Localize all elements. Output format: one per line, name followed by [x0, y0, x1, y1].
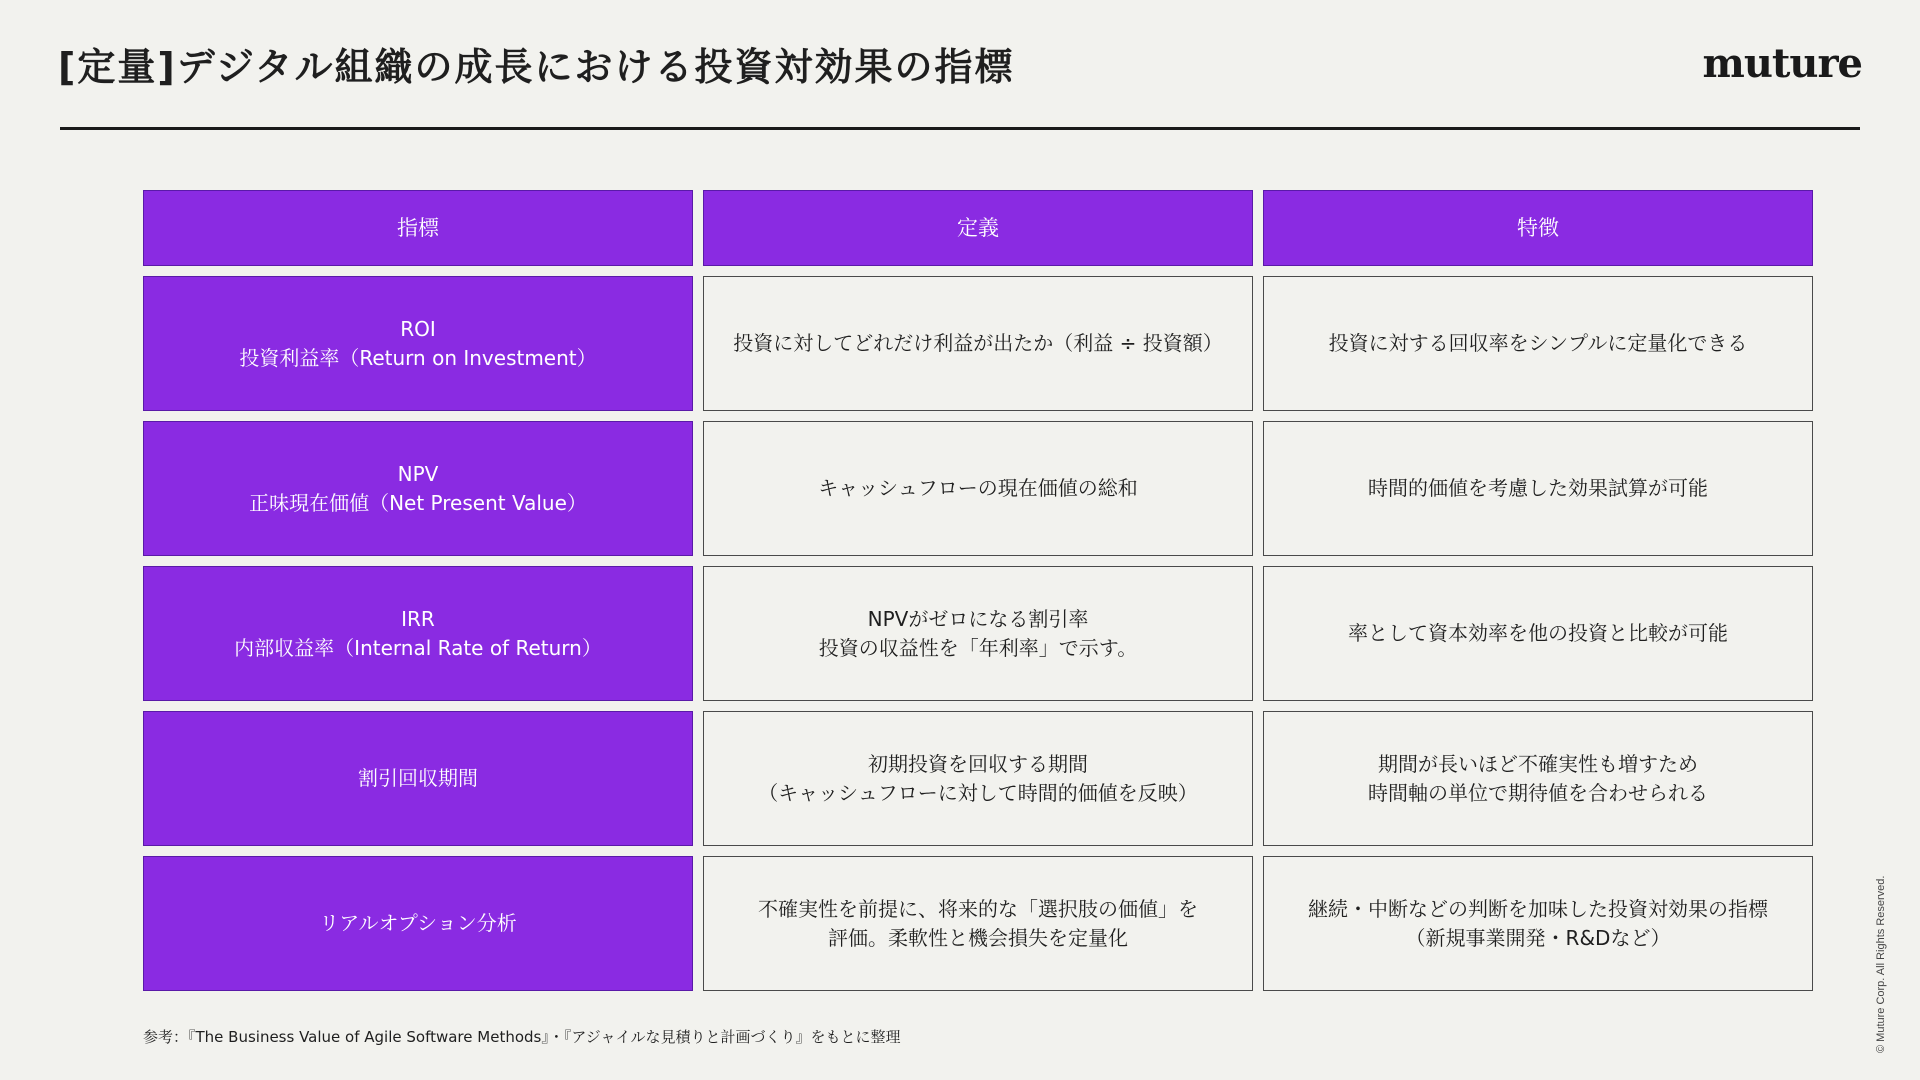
- header-indicator: 指標: [143, 190, 693, 266]
- indicator-abbrev: ROI: [400, 316, 436, 341]
- indicator-fullname: 正味現在価値（Net Present Value）: [249, 490, 587, 515]
- title-divider: [60, 127, 1860, 130]
- feature-cell-discounted-payback: [1263, 711, 1813, 846]
- definition-cell-roi: [703, 276, 1253, 411]
- feature-text-line1: 継続・中断などの判断を加味した投資対効果の指標: [1308, 896, 1768, 921]
- indicator-fullname: 投資利益率（Return on Investment）: [239, 345, 597, 370]
- definition-text-line1: NPVがゼロになる割引率: [867, 606, 1089, 631]
- definition-cell-npv: [703, 421, 1253, 556]
- feature-text: 時間的価値を考慮した効果試算が可能: [1368, 476, 1708, 500]
- feature-cell-real-option: [1263, 856, 1813, 991]
- definition-cell-discounted-payback: [703, 711, 1253, 846]
- definition-text-line1: 初期投資を回収する期間: [867, 751, 1088, 776]
- muture-logo: muture: [1702, 40, 1862, 87]
- definition-text-line2: （キャッシュフローに対して時間的価値を反映）: [758, 780, 1198, 805]
- feature-cell-roi: [1263, 276, 1813, 411]
- indicator-cell-npv: [143, 421, 693, 556]
- feature-cell-npv: [1263, 421, 1813, 556]
- feature-text: 率として資本効率を他の投資と比較が可能: [1348, 621, 1728, 645]
- indicator-fullname: リアルオプション分析: [319, 911, 517, 935]
- feature-text-line2: 時間軸の単位で期待値を合わせられる: [1368, 780, 1708, 805]
- reference-footnote: 参考：『The Business Value of Agile Software Methods』・『アジャイルな見積りと計画づくり』をもとに整理: [143, 1028, 901, 1046]
- indicator-fullname: 割引回収期間: [358, 766, 478, 790]
- indicator-cell-real-option: [143, 856, 693, 991]
- definition-text-line1: 不確実性を前提に、将来的な「選択肢の価値」を: [758, 896, 1198, 921]
- feature-text-line1: 期間が長いほど不確実性も増すため: [1378, 751, 1698, 776]
- definition-text-line2: 評価。柔軟性と機会損失を定量化: [828, 925, 1128, 950]
- indicator-table: [143, 190, 1813, 991]
- indicator-cell-roi: [143, 276, 693, 411]
- definition-text: 投資に対してどれだけ利益が出たか（利益 ÷ 投資額）: [733, 331, 1223, 355]
- definition-text-line2: 投資の収益性を「年利率」で示す。: [818, 635, 1138, 660]
- page-title: [定量]デジタル組織の成長における投資対効果の指標: [58, 45, 1015, 89]
- indicator-abbrev: NPV: [397, 461, 439, 486]
- copyright-notice: © Muture Corp. All Rights Reserved.: [1875, 875, 1887, 1053]
- indicator-abbrev: IRR: [401, 606, 435, 631]
- feature-text: 投資に対する回収率をシンプルに定量化できる: [1328, 331, 1748, 355]
- header-definition: 定義: [703, 190, 1253, 266]
- header-feature: 特徴: [1263, 190, 1813, 266]
- indicator-fullname: 内部収益率（Internal Rate of Return）: [234, 635, 602, 660]
- definition-cell-irr: [703, 566, 1253, 701]
- feature-cell-irr: [1263, 566, 1813, 701]
- definition-text: キャッシュフローの現在価値の総和: [818, 476, 1138, 500]
- indicator-cell-discounted-payback: [143, 711, 693, 846]
- feature-text-line2: （新規事業開発・R&Dなど）: [1405, 925, 1671, 950]
- definition-cell-real-option: [703, 856, 1253, 991]
- indicator-cell-irr: [143, 566, 693, 701]
